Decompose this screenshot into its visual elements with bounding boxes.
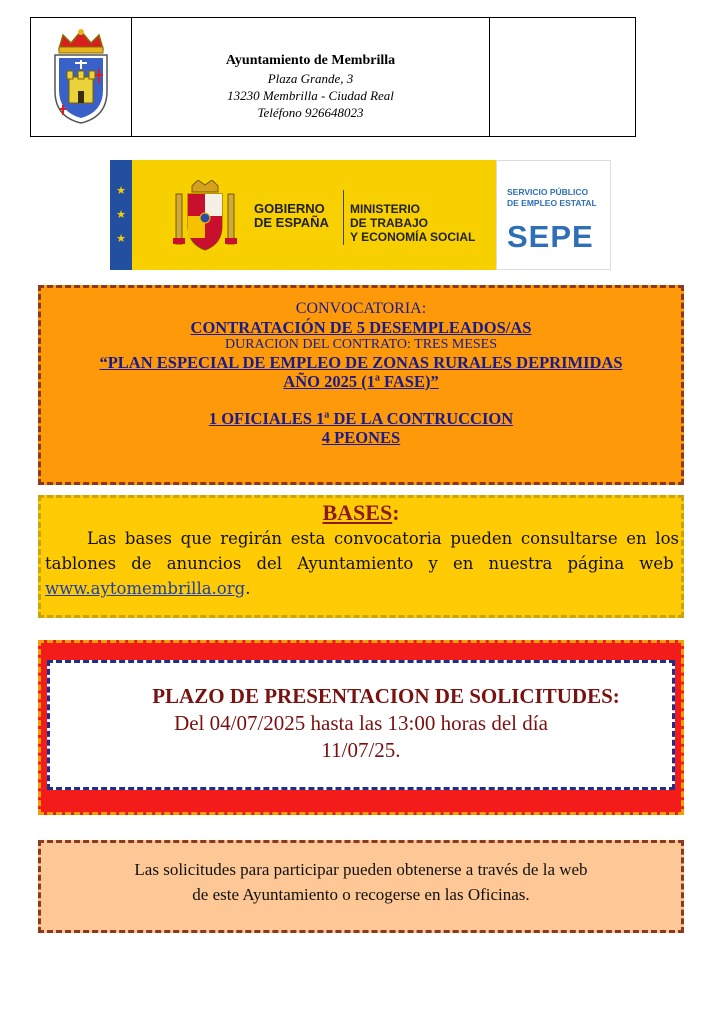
bases-box [38,495,684,618]
bases-title-text: BASES [322,500,393,525]
coat-of-arms-cell [31,18,132,136]
solicitudes-line2: de este Ayuntamiento o recogerse en las Oficinas. [192,885,530,904]
bases-text: Las bases que regirán esta convocatoria pueden consultarse en los tablones de anuncios del Ayuntamiento y en nuestra página web [45,529,679,573]
eu-star-icon: ★ [116,185,126,197]
solicitudes-box [38,840,684,933]
solicitudes-line1: Las solicitudes para participar pueden obtenerse a través de la web [134,860,588,879]
plan-title-line1: “PLAN ESPECIAL DE EMPLEO DE ZONAS RURALES DEPRIMIDAS [99,353,623,372]
peones-line: 4 PEONES [321,428,401,447]
phone-number: Teléfono 926648023 [257,105,364,120]
website-link[interactable]: www.aytomembrilla.org [45,579,246,598]
convocatoria-heading: CONVOCATORIA: [295,300,427,317]
de-trabajo-line: DE TRABAJO [350,216,429,230]
postal-city: 13230 Membrilla - Ciudad Real [227,88,394,103]
convocatoria-box [38,285,684,485]
eu-flag-strip [110,160,132,270]
oficiales-line: 1 OFICIALES 1ª DE LA CONTRUCCION [208,409,514,428]
sepe-logo [496,160,611,270]
spain-coat-of-arms-icon [170,180,240,252]
plazo-date-line1: Del 04/07/2025 hasta las 13:00 horas del día [174,711,548,735]
plazo-date-line2: 11/07/25. [321,738,401,762]
bases-title [41,500,681,526]
economia-social-line: Y ECONOMÍA SOCIAL [350,230,476,244]
duracion-line: DURACION DEL CONTRATO: TRES MESES [225,337,497,352]
de-espana-line: DE ESPAÑA [254,215,329,230]
ministerio-text [350,202,475,244]
town-hall-name: Ayuntamiento de Membrilla [225,53,396,68]
eu-star-icon: ★ [116,209,126,221]
plazo-inner-box [47,660,675,790]
sepe-subtitle-line1: SERVICIO PÚBLICO [507,187,589,197]
bases-title-colon: : [392,500,400,525]
plazo-box [38,640,684,815]
sepe-subtitle-line2: DE EMPLEO ESTATAL [507,198,597,208]
plazo-title: PLAZO DE PRESENTACION DE SOLICITUDES: [152,684,620,708]
spacer [41,391,681,409]
membrilla-coat-of-arms-icon [49,27,113,127]
plan-title-line2: AÑO 2025 (1ª FASE)” [283,372,439,391]
banner-divider [343,190,344,245]
letterhead-empty-cell [490,18,635,136]
eu-star-icon: ★ [116,233,126,245]
sepe-subtitle [507,187,597,209]
gobierno-de-espana-text [254,202,329,230]
sepe-wordmark: SEPE [507,219,594,254]
bases-period: . [245,579,251,598]
gobierno-line: GOBIERNO [254,201,325,216]
government-banner [110,160,611,270]
ministerio-line: MINISTERIO [350,202,421,216]
street-address: Plaza Grande, 3 [267,71,354,86]
contratacion-line: CONTRATACIÓN DE 5 DESEMPLEADOS/AS [190,318,532,337]
bases-paragraph [41,526,681,601]
letterhead [30,17,636,137]
gobierno-ministerio-logo [110,160,496,270]
letterhead-address [132,18,490,136]
